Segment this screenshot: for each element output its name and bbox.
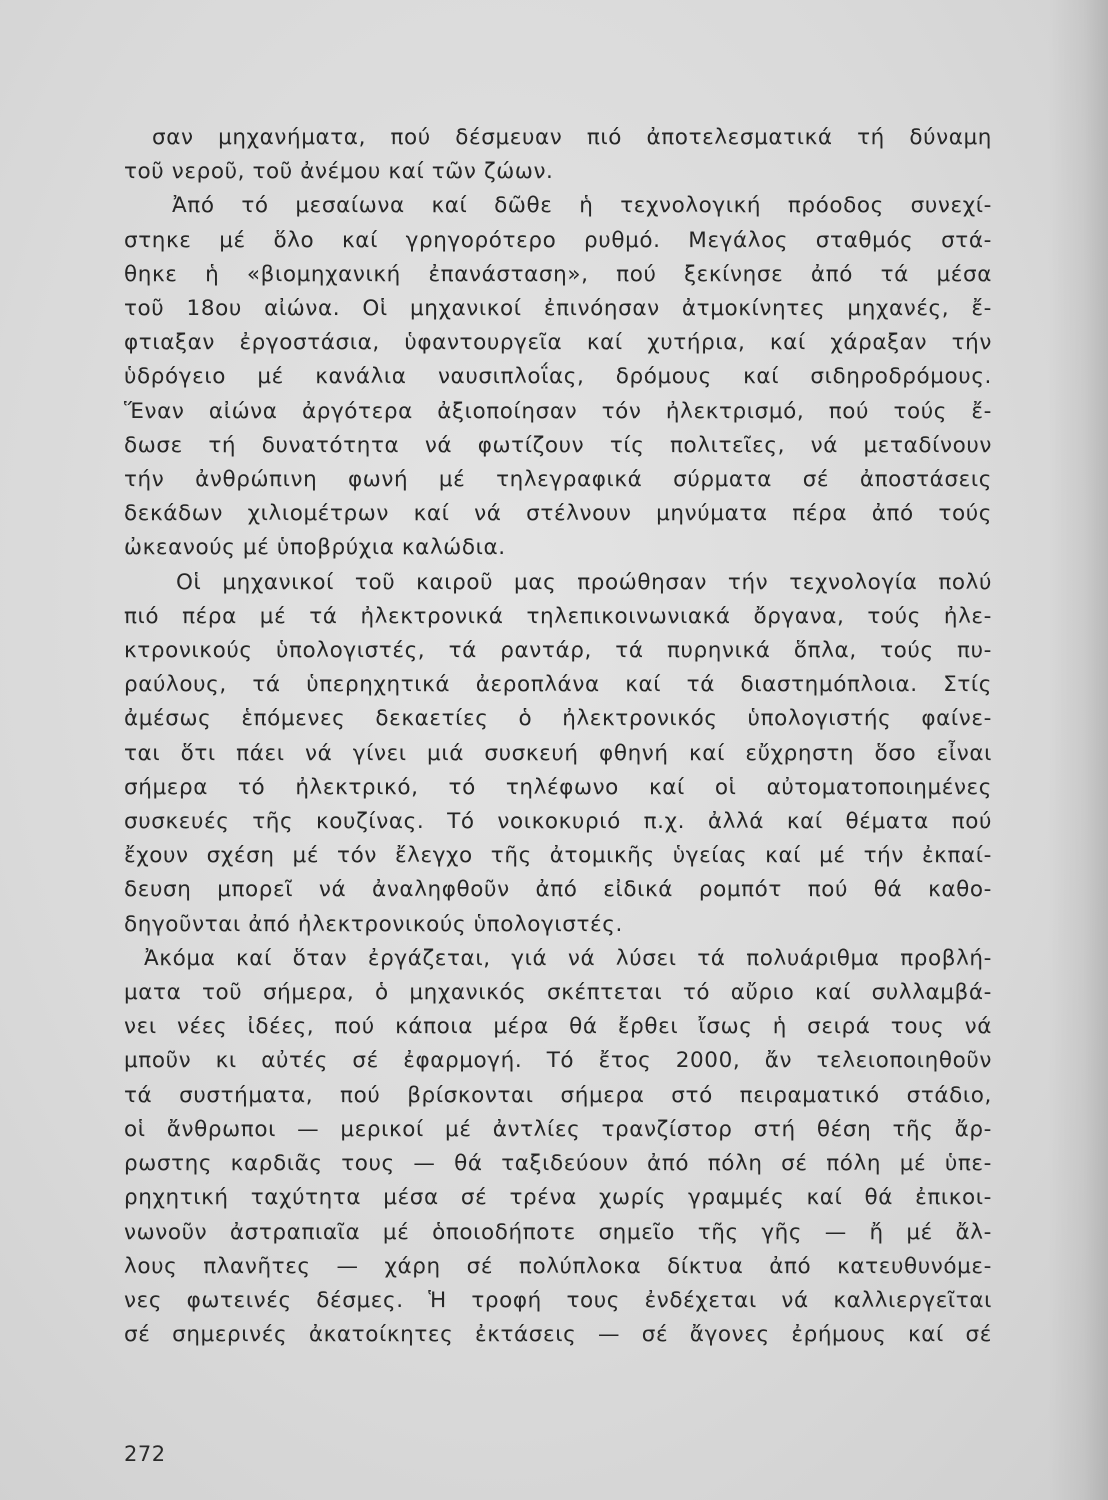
text-line: τοῦ 18ου αἰώνα. Οἱ μηχανικοί ἐπινόησαν ἀτμοκίνητες μηχανές, ἔ- (124, 296, 992, 322)
text-line: ρηχητική ταχύτητα μέσα σέ τρένα χωρίς γραμμές καί θά ἐπικοι- (124, 1185, 992, 1211)
text-line: Οἱ μηχανικοί τοῦ καιροῦ μας προώθησαν τήν τεχνολογία πολύ (176, 569, 992, 595)
text-line: τά συστήματα, πού βρίσκονται σήμερα στό πειραματικό στάδιο, (124, 1082, 992, 1108)
text-line: σαν μηχανήματα, πού δέσμευαν πιό ἀποτελεσματικά τή δύναμη (152, 125, 992, 150)
text-line: κτρονικούς ὑπολογιστές, τά ραντάρ, τά πυρηνικά ὅπλα, τούς πυ- (124, 638, 992, 664)
text-line: τήν ἀνθρώπινη φωνή μέ τηλεγραφικά σύρματα σέ ἀποστάσεις (124, 467, 992, 493)
text-line: Ἕναν αἰώνα ἀργότερα ἀξιοποίησαν τόν ἠλεκτρισμό, πού τούς ἔ- (124, 398, 992, 424)
text-line: θηκε ἡ «βιομηχανική ἐπανάσταση», πού ξεκίνησε ἀπό τά μέσα (124, 261, 992, 287)
text-line: πιό πέρα μέ τά ἠλεκτρονικά τηλεπικοινωνιακά ὄργανα, τούς ἠλε- (124, 603, 992, 629)
text-line: ται ὅτι πάει νά γίνει μιά συσκευή φθηνή καί εὔχρηστη ὅσο εἶναι (124, 740, 992, 766)
text-line: ἔχουν σχέση μέ τόν ἔλεγχο τῆς ἀτομικῆς ὑγείας καί μέ τήν ἐκπαί- (124, 843, 992, 869)
text-line: ραύλους, τά ὑπερηχητικά ἀεροπλάνα καί τά διαστημόπλοια. Στίς (124, 672, 992, 698)
text-line: ὑδρόγειο μέ κανάλια ναυσιπλοΐας, δρόμους καί σιδηροδρόμους. (124, 364, 992, 390)
text-line: Ἀπό τό μεσαίωνα καί δῶθε ἡ τεχνολογική πρόοδος συνεχί- (172, 193, 992, 219)
text-line: ὠκεανούς μέ ὑποβρύχια καλώδια. (124, 535, 506, 561)
text-line: σήμερα τό ἠλεκτρικό, τό τηλέφωνο καί οἱ αὐτοματοποιημένες (124, 774, 992, 800)
text-line: δηγοῦνται ἀπό ἠλεκτρονικούς ὑπολογιστές. (124, 911, 623, 937)
page-number: 272 (124, 1442, 166, 1466)
text-line: νει νέες ἰδέες, πού κάποια μέρα θά ἔρθει ἴσως ἡ σειρά τους νά (124, 1014, 992, 1040)
text-line: νωνοῦν ἀστραπιαῖα μέ ὁποιοδήποτε σημεῖο τῆς γῆς — ἤ μέ ἄλ- (124, 1219, 992, 1245)
text-line: δεκάδων χιλιομέτρων καί νά στέλνουν μηνύματα πέρα ἀπό τούς (124, 501, 992, 527)
text-line: νες φωτεινές δέσμες. Ἡ τροφή τους ἐνδέχεται νά καλλιεργεῖται (124, 1287, 992, 1313)
text-line: σέ σημερινές ἀκατοίκητες ἐκτάσεις — σέ ἄγονες ἐρήμους καί σέ (124, 1322, 992, 1348)
text-line: δευση μπορεῖ νά ἀναληφθοῦν ἀπό εἰδικά ρομπότ πού θά καθο- (124, 877, 992, 903)
text-line: ρωστης καρδιᾶς τους — θά ταξιδεύουν ἀπό πόλη σέ πόλη μέ ὑπε- (124, 1151, 992, 1177)
text-line: Ἀκόμα καί ὅταν ἐργάζεται, γιά νά λύσει τά πολυάριθμα προβλή- (144, 945, 992, 971)
text-line: τοῦ νεροῦ, τοῦ ἀνέμου καί τῶν ζώων. (124, 159, 554, 185)
text-line: μποῦν κι αὐτές σέ ἐφαρμογή. Τό ἔτος 2000, ἄν τελειοποιηθοῦν (124, 1048, 992, 1074)
text-line: λους πλανῆτες — χάρη σέ πολύπλοκα δίκτυα ἀπό κατευθυνόμε- (124, 1253, 992, 1279)
text-line: συσκευές τῆς κουζίνας. Τό νοικοκυριό π.χ. ἀλλά καί θέματα πού (124, 809, 992, 835)
text-line: στηκε μέ ὅλο καί γρηγορότερο ρυθμό. Μεγάλος σταθμός στά- (124, 227, 992, 253)
spine-shadow (1048, 0, 1108, 1500)
text-line: οἱ ἄνθρωποι — μερικοί μέ ἀντλίες τρανζίστορ στή θέση τῆς ἄρ- (124, 1116, 992, 1142)
text-line: ἀμέσως ἑπόμενες δεκαετίες ὁ ἠλεκτρονικός ὑπολογιστής φαίνε- (124, 706, 992, 732)
text-line: ματα τοῦ σήμερα, ὁ μηχανικός σκέπτεται τό αὔριο καί συλλαμβά- (124, 980, 992, 1006)
text-line: φτιαξαν ἐργοστάσια, ὑφαντουργεῖα καί χυτήρια, καί χάραξαν τήν (124, 330, 992, 356)
text-line: δωσε τή δυνατότητα νά φωτίζουν τίς πολιτεῖες, νά μεταδίνουν (124, 432, 992, 458)
body-text (124, 121, 992, 1352)
